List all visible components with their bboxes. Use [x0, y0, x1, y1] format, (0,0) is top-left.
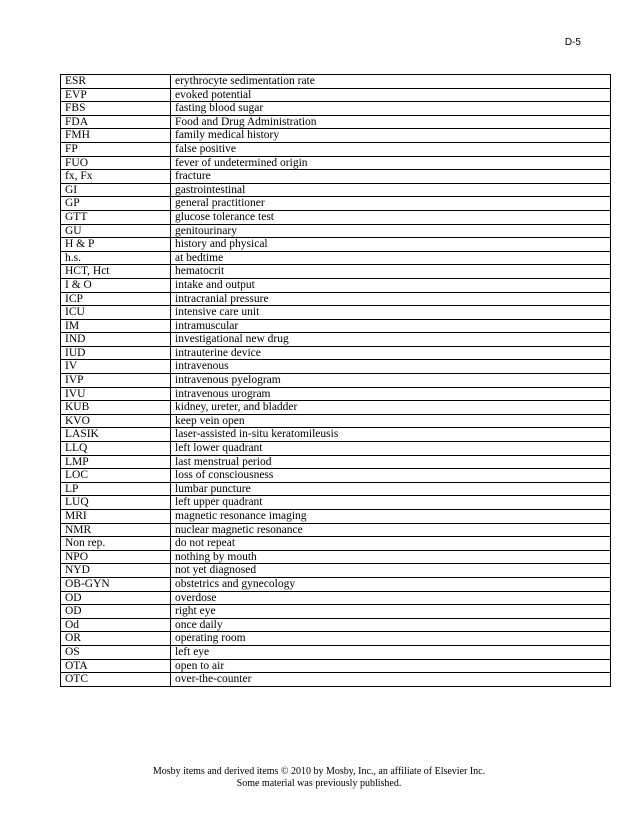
- table-row: [61, 197, 611, 211]
- meaning-cell: Food and Drug Administration: [171, 115, 611, 129]
- table-row: [61, 605, 611, 619]
- abbreviation-cell: OR: [61, 632, 171, 646]
- meaning-cell: obstetrics and gynecology: [171, 577, 611, 591]
- table-row: [61, 482, 611, 496]
- meaning-cell: intramuscular: [171, 319, 611, 333]
- abbreviation-cell: FP: [61, 142, 171, 156]
- meaning-cell: hematocrit: [171, 265, 611, 279]
- abbreviation-cell: OD: [61, 605, 171, 619]
- abbreviation-cell: NYD: [61, 564, 171, 578]
- meaning-cell: fasting blood sugar: [171, 102, 611, 116]
- abbreviation-cell: OD: [61, 591, 171, 605]
- meaning-cell: not yet diagnosed: [171, 564, 611, 578]
- table-row: [61, 306, 611, 320]
- meaning-cell: genitourinary: [171, 224, 611, 238]
- meaning-cell: at bedtime: [171, 251, 611, 265]
- abbreviation-cell: ICU: [61, 306, 171, 320]
- table-row: [61, 387, 611, 401]
- table-row: [61, 659, 611, 673]
- table-row: [61, 632, 611, 646]
- abbreviation-cell: FUO: [61, 156, 171, 170]
- meaning-cell: gastrointestinal: [171, 183, 611, 197]
- meaning-cell: intrauterine device: [171, 346, 611, 360]
- table-row: [61, 238, 611, 252]
- table-row: [61, 183, 611, 197]
- table-row: [61, 142, 611, 156]
- abbreviation-cell: FBS: [61, 102, 171, 116]
- table-row: [61, 428, 611, 442]
- table-row: [61, 88, 611, 102]
- meaning-cell: nothing by mouth: [171, 550, 611, 564]
- table-row: [61, 374, 611, 388]
- meaning-cell: intracranial pressure: [171, 292, 611, 306]
- abbreviation-cell: IND: [61, 333, 171, 347]
- table-row: [61, 75, 611, 89]
- abbreviation-cell: OTA: [61, 659, 171, 673]
- table-row: [61, 102, 611, 116]
- abbreviation-cell: h.s.: [61, 251, 171, 265]
- abbreviation-cell: NPO: [61, 550, 171, 564]
- abbreviation-cell: IVP: [61, 374, 171, 388]
- meaning-cell: right eye: [171, 605, 611, 619]
- meaning-cell: left lower quadrant: [171, 442, 611, 456]
- table-row: [61, 550, 611, 564]
- table-row: [61, 442, 611, 456]
- abbreviation-cell: ESR: [61, 75, 171, 89]
- abbreviation-cell: OS: [61, 645, 171, 659]
- table-row: [61, 645, 611, 659]
- meaning-cell: do not repeat: [171, 537, 611, 551]
- abbreviation-cell: FMH: [61, 129, 171, 143]
- table-row: [61, 115, 611, 129]
- abbreviation-cell: Non rep.: [61, 537, 171, 551]
- meaning-cell: false positive: [171, 142, 611, 156]
- abbreviation-cell: LLQ: [61, 442, 171, 456]
- table-row: [61, 346, 611, 360]
- abbreviation-cell: LOC: [61, 469, 171, 483]
- table-row: [61, 673, 611, 687]
- abbreviation-cell: GP: [61, 197, 171, 211]
- table-row: [61, 618, 611, 632]
- table-row: [61, 577, 611, 591]
- table-row: [61, 496, 611, 510]
- meaning-cell: intravenous pyelogram: [171, 374, 611, 388]
- meaning-cell: once daily: [171, 618, 611, 632]
- table-row: [61, 319, 611, 333]
- meaning-cell: overdose: [171, 591, 611, 605]
- meaning-cell: loss of consciousness: [171, 469, 611, 483]
- meaning-cell: intravenous urogram: [171, 387, 611, 401]
- abbreviation-cell: MRI: [61, 510, 171, 524]
- table-row: [61, 170, 611, 184]
- abbreviation-table-body: [61, 75, 611, 687]
- page-number: D-5: [564, 37, 581, 48]
- meaning-cell: magnetic resonance imaging: [171, 510, 611, 524]
- table-row: [61, 455, 611, 469]
- abbreviation-table: [60, 74, 611, 687]
- table-row: [61, 510, 611, 524]
- meaning-cell: erythrocyte sedimentation rate: [171, 75, 611, 89]
- abbreviation-cell: IUD: [61, 346, 171, 360]
- meaning-cell: family medical history: [171, 129, 611, 143]
- meaning-cell: general practitioner: [171, 197, 611, 211]
- meaning-cell: keep vein open: [171, 414, 611, 428]
- copyright-line: Mosby items and derived items © 2010 by Mosby, Inc., an affiliate of Elsevier Inc.: [152, 766, 486, 777]
- abbreviation-cell: IVU: [61, 387, 171, 401]
- abbreviation-cell: fx, Fx: [61, 170, 171, 184]
- abbreviation-cell: KVO: [61, 414, 171, 428]
- abbreviation-cell: LMP: [61, 455, 171, 469]
- abbreviation-cell: GU: [61, 224, 171, 238]
- table-row: [61, 414, 611, 428]
- abbreviation-cell: NMR: [61, 523, 171, 537]
- meaning-cell: over-the-counter: [171, 673, 611, 687]
- table-row: [61, 251, 611, 265]
- abbreviation-cell: LP: [61, 482, 171, 496]
- meaning-cell: evoked potential: [171, 88, 611, 102]
- abbreviation-cell: IV: [61, 360, 171, 374]
- abbreviation-cell: H & P: [61, 238, 171, 252]
- abbreviation-cell: OTC: [61, 673, 171, 687]
- table-row: [61, 333, 611, 347]
- meaning-cell: fracture: [171, 170, 611, 184]
- table-row: [61, 292, 611, 306]
- abbreviation-cell: IM: [61, 319, 171, 333]
- abbreviation-cell: GTT: [61, 210, 171, 224]
- abbreviation-cell: Od: [61, 618, 171, 632]
- table-row: [61, 156, 611, 170]
- abbreviation-cell: OB-GYN: [61, 577, 171, 591]
- table-row: [61, 210, 611, 224]
- abbreviation-cell: LASIK: [61, 428, 171, 442]
- meaning-cell: intravenous: [171, 360, 611, 374]
- meaning-cell: left upper quadrant: [171, 496, 611, 510]
- abbreviation-cell: LUQ: [61, 496, 171, 510]
- copyright-footer: [0, 766, 638, 790]
- meaning-cell: nuclear magnetic resonance: [171, 523, 611, 537]
- table-row: [61, 401, 611, 415]
- abbreviation-cell: FDA: [61, 115, 171, 129]
- meaning-cell: fever of undetermined origin: [171, 156, 611, 170]
- table-row: [61, 469, 611, 483]
- table-row: [61, 537, 611, 551]
- meaning-cell: glucose tolerance test: [171, 210, 611, 224]
- table-row: [61, 278, 611, 292]
- publication-note: Some material was previously published.: [236, 778, 402, 789]
- meaning-cell: open to air: [171, 659, 611, 673]
- abbreviation-cell: KUB: [61, 401, 171, 415]
- meaning-cell: lumbar puncture: [171, 482, 611, 496]
- meaning-cell: laser-assisted in-situ keratomileusis: [171, 428, 611, 442]
- meaning-cell: history and physical: [171, 238, 611, 252]
- meaning-cell: investigational new drug: [171, 333, 611, 347]
- table-row: [61, 360, 611, 374]
- abbreviation-cell: GI: [61, 183, 171, 197]
- meaning-cell: left eye: [171, 645, 611, 659]
- meaning-cell: intake and output: [171, 278, 611, 292]
- abbreviation-cell: ICP: [61, 292, 171, 306]
- table-row: [61, 523, 611, 537]
- table-row: [61, 129, 611, 143]
- abbreviation-cell: HCT, Hct: [61, 265, 171, 279]
- abbreviation-cell: I & O: [61, 278, 171, 292]
- table-row: [61, 564, 611, 578]
- table-row: [61, 265, 611, 279]
- abbreviation-cell: EVP: [61, 88, 171, 102]
- meaning-cell: kidney, ureter, and bladder: [171, 401, 611, 415]
- meaning-cell: intensive care unit: [171, 306, 611, 320]
- table-row: [61, 224, 611, 238]
- meaning-cell: operating room: [171, 632, 611, 646]
- meaning-cell: last menstrual period: [171, 455, 611, 469]
- table-row: [61, 591, 611, 605]
